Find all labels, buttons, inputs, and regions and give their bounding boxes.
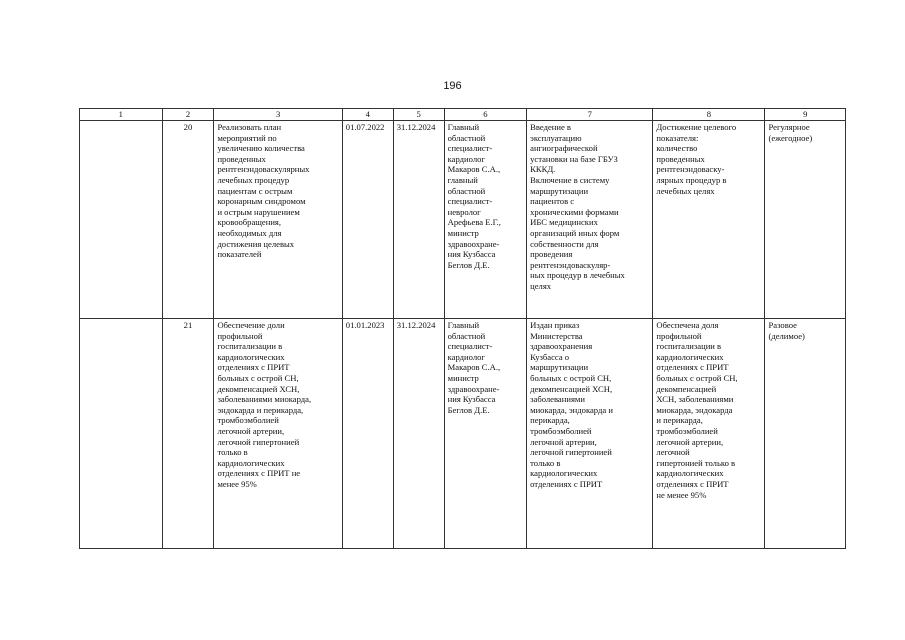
cell-indicator: Обеспечена доля профильной госпитализации в кардиологических отделениях с ПРИТ больных с острой СН, декомпенсацией ХСН, заболеваниями миокарда, эндокарда и перикарда, тромбоэмболией легочной артерии, легочной гипертонией только в кардиологических отделениях с ПРИТ не менее 95% <box>653 319 765 549</box>
column-header: 5 <box>393 109 444 121</box>
cell-type: Регулярное (ежегодное) <box>765 121 846 319</box>
column-header: 8 <box>653 109 765 121</box>
column-header: 6 <box>444 109 527 121</box>
column-header: 4 <box>342 109 393 121</box>
cell-item-number: 21 <box>162 319 214 549</box>
cell-item-number: 20 <box>162 121 214 319</box>
page-number: 196 <box>443 80 462 92</box>
cell-section <box>80 319 163 549</box>
table-row <box>80 121 846 319</box>
column-header: 2 <box>162 109 214 121</box>
cell-activity: Реализовать план мероприятий по увеличению количества проведенных рентгенэндоваскулярных лечебных процедур пациентам с острым коронарным синдромом и острым нарушением кровообращения, необходимых для достижения целевых показателей <box>214 121 342 319</box>
column-header: 1 <box>80 109 163 121</box>
cell-end-date: 31.12.2024 <box>393 319 444 549</box>
cell-start-date: 01.07.2022 <box>342 121 393 319</box>
cell-section <box>80 121 163 319</box>
column-number-row <box>80 109 846 121</box>
cell-result: Издан приказ Министерства здравоохранения Кузбасса о маршрутизации больных с острой СН, декомпенсацией ХСН, заболеваниями миокарда, эндокарда и перикарда, тромбоэмболией легочной артерии, легочной гипертонией только в кардиологических отделениях с ПРИТ <box>527 319 653 549</box>
column-header: 7 <box>527 109 653 121</box>
cell-type: Разовое (делимое) <box>765 319 846 549</box>
table-row <box>80 319 846 549</box>
cell-start-date: 01.01.2023 <box>342 319 393 549</box>
column-header: 9 <box>765 109 846 121</box>
cell-responsible: Главный областной специалист- кардиолог Макаров С.А., главный областной специалист- невролог Арефьева Е.Г., министр здравоохране- ния Кузбасса Беглов Д.Е. <box>444 121 527 319</box>
cell-indicator: Достижение целевого показателя: количество проведенных рентгенэндоваску- лярных процедур в лечебных целях <box>653 121 765 319</box>
activities-table <box>79 108 846 549</box>
cell-end-date: 31.12.2024 <box>393 121 444 319</box>
cell-result: Введение в эксплуатацию ангиографической установки на базе ГБУЗ КККД. Включение в систему маршрутизации пациентов с хроническими формами ИБС медицинских организаций иных форм собственности для проведения рентгенэндоваскуляр- ных процедур в лечебных целях <box>527 121 653 319</box>
column-header: 3 <box>214 109 342 121</box>
cell-responsible: Главный областной специалист- кардиолог Макаров С.А., министр здравоохране- ния Кузбасса Беглов Д.Е. <box>444 319 527 549</box>
cell-activity: Обеспечение доли профильной госпитализации в кардиологических отделениях с ПРИТ больных с острой СН, декомпенсацией ХСН, заболеваниями миокарда, эндокарда и перикарда, тромбоэмболией легочной артерии, легочной гипертонией только в кардиологических отделениях с ПРИТ не менее 95% <box>214 319 342 549</box>
